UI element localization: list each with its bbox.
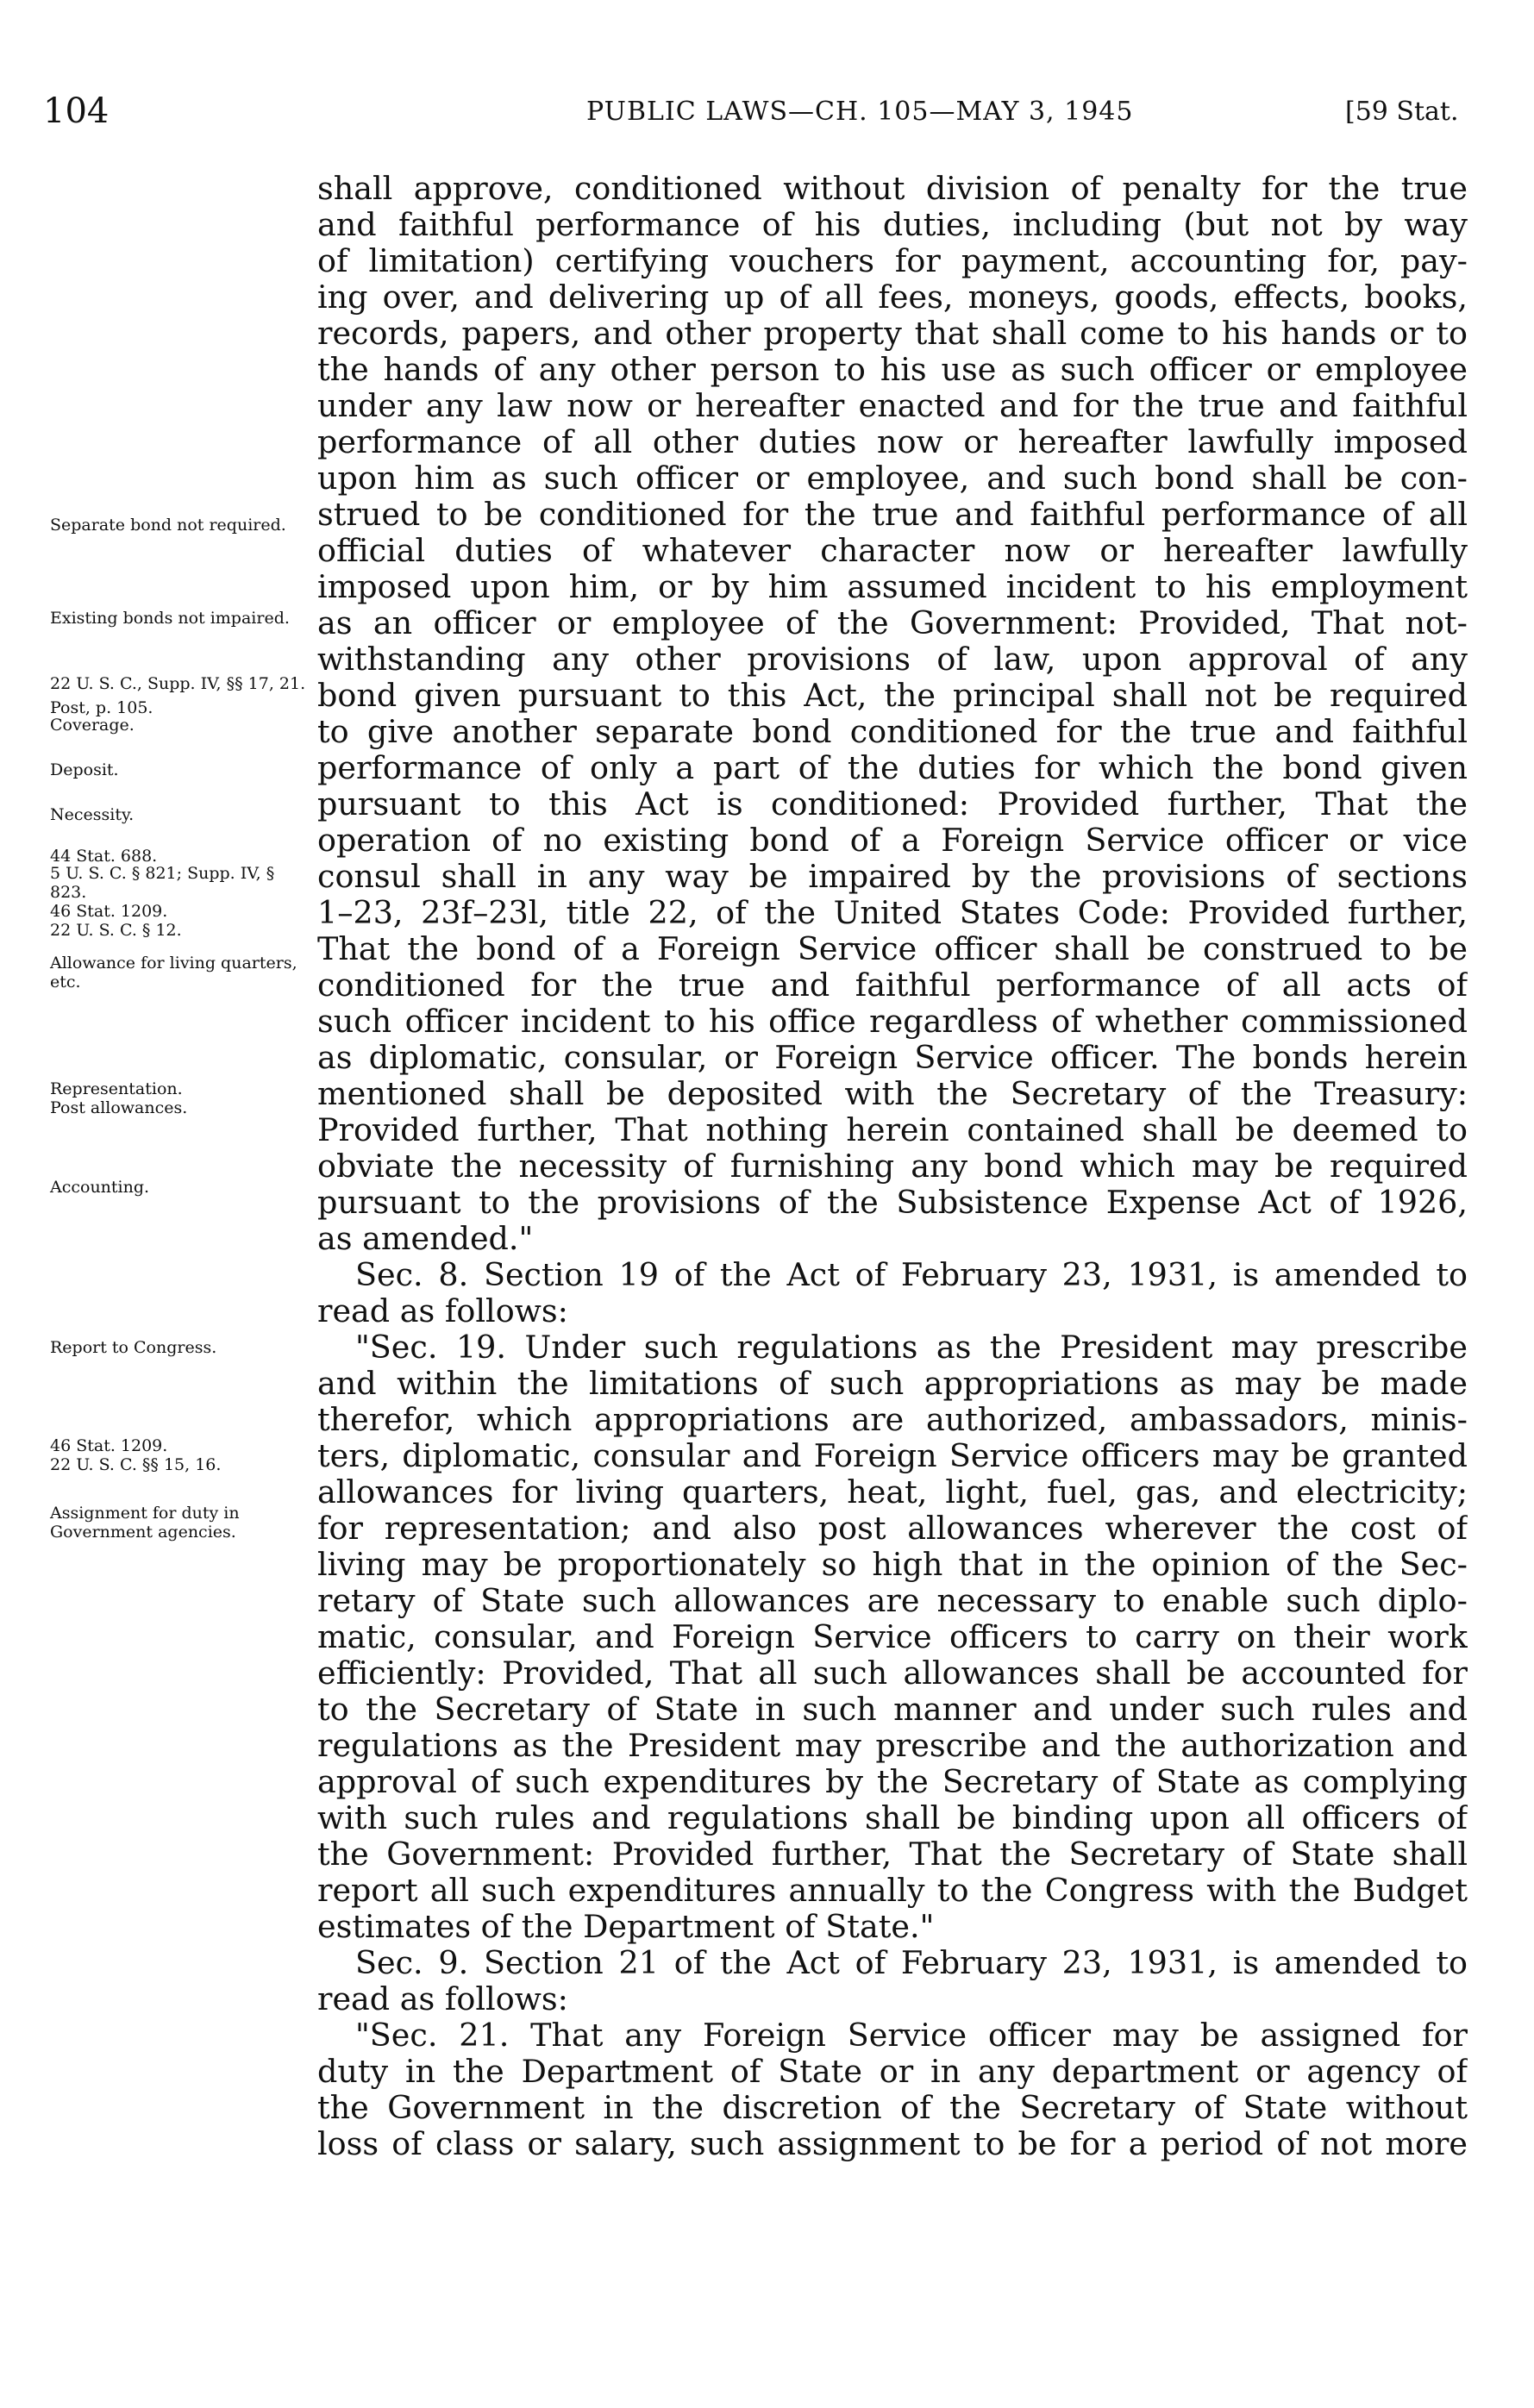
text-line: upon him as such officer or employee, and such bond shall be con- xyxy=(317,460,1468,497)
text-line: That the bond of a Foreign Service officer shall be construed to be xyxy=(317,931,1468,967)
margin-note: Assignment for duty in Government agencies. xyxy=(50,1504,240,1542)
text-line: such officer incident to his office regardless of whether commissioned xyxy=(317,1004,1468,1040)
text-line: consul shall in any way be impaired by the provisions of sections xyxy=(317,859,1468,895)
statute-body xyxy=(317,171,1468,2162)
margin-note: Report to Congress. xyxy=(50,1338,217,1357)
text-line: estimates of the Department of State." xyxy=(317,1909,935,1945)
text-line: obviate the necessity of furnishing any bond which may be required xyxy=(317,1148,1468,1185)
margin-note: Coverage. xyxy=(50,716,135,735)
section-heading-line: Sec. 8. Section 19 of the Act of February 23, 1931, is amended to xyxy=(355,1257,1468,1293)
text-line: efficiently: Provided, That all such allowances shall be accounted for xyxy=(317,1655,1468,1692)
volume-reference: [59 Stat. xyxy=(1345,97,1459,127)
text-line: mentioned shall be deposited with the Secretary of the Treasury: xyxy=(317,1076,1468,1112)
text-line: the Government: Provided further, That the Secretary of State shall xyxy=(317,1836,1468,1873)
margin-note: 22 U. S. C., Supp. IV, §§ 17, 21. xyxy=(50,674,306,693)
margin-note: Post, p. 105. xyxy=(50,698,153,717)
text-line: strued to be conditioned for the true and faithful performance of all xyxy=(317,497,1468,533)
text-line: ters, diplomatic, consular and Foreign Service officers may be granted xyxy=(317,1438,1468,1474)
section-heading-line: "Sec. 21. That any Foreign Service officer may be assigned for xyxy=(355,2017,1468,2054)
text-line: matic, consular, and Foreign Service officers to carry on their work xyxy=(317,1619,1468,1655)
text-line: conditioned for the true and faithful performance of all acts of xyxy=(317,967,1468,1004)
margin-note: 22 U. S. C. §§ 15, 16. xyxy=(50,1455,222,1474)
text-line: read as follows: xyxy=(317,1981,568,2017)
text-line: and faithful performance of his duties, including (but not by way xyxy=(317,207,1468,243)
text-line: loss of class or salary, such assignment to be for a period of not more xyxy=(317,2126,1468,2162)
text-line: with such rules and regulations shall be binding upon all officers of xyxy=(317,1800,1468,1836)
text-line: as an officer or employee of the Government: Provided, That not- xyxy=(317,605,1468,641)
page-number: 104 xyxy=(43,91,110,131)
margin-note: Necessity. xyxy=(50,805,135,824)
margin-note: Allowance for living quarters, etc. xyxy=(50,954,297,991)
text-line: performance of all other duties now or hereafter lawfully imposed xyxy=(317,424,1468,460)
section-heading-line: "Sec. 19. Under such regulations as the President may prescribe xyxy=(355,1329,1468,1366)
margin-note: Post allowances. xyxy=(50,1098,188,1117)
margin-note: 44 Stat. 688. xyxy=(50,847,158,866)
margin-note: 46 Stat. 1209. xyxy=(50,1436,168,1455)
text-line: imposed upon him, or by him assumed incident to his employment xyxy=(317,569,1468,605)
text-line: and within the limitations of such appropriations as may be made xyxy=(317,1366,1468,1402)
text-line: 1–23, 23f–23l, title 22, of the United States Code: Provided further, xyxy=(317,895,1468,931)
text-line: for representation; and also post allowances wherever the cost of xyxy=(317,1510,1468,1547)
text-line: the hands of any other person to his use as such officer or employee xyxy=(317,352,1468,388)
text-line: pursuant to this Act is conditioned: Provided further, That the xyxy=(317,786,1468,822)
text-line: shall approve, conditioned without division of penalty for the true xyxy=(317,171,1468,207)
text-line: therefor, which appropriations are authorized, ambassadors, minis- xyxy=(317,1402,1468,1438)
margin-note: Separate bond not required. xyxy=(50,516,286,535)
text-line: of limitation) certifying vouchers for payment, accounting for, pay- xyxy=(317,243,1468,279)
margin-note: Accounting. xyxy=(50,1178,150,1197)
text-line: read as follows: xyxy=(317,1293,568,1329)
margin-note: 5 U. S. C. § 821; Supp. IV, § 823. xyxy=(50,864,275,902)
text-line: Provided further, That nothing herein contained shall be deemed to xyxy=(317,1112,1468,1148)
text-line: ing over, and delivering up of all fees, moneys, goods, effects, books, xyxy=(317,279,1468,316)
margin-note: 46 Stat. 1209. xyxy=(50,902,168,921)
margin-note: Representation. xyxy=(50,1079,183,1098)
text-line: allowances for living quarters, heat, light, fuel, gas, and electricity; xyxy=(317,1474,1468,1510)
text-line: pursuant to the provisions of the Subsistence Expense Act of 1926, xyxy=(317,1185,1468,1221)
text-line: report all such expenditures annually to the Congress with the Budget xyxy=(317,1873,1468,1909)
text-line: to the Secretary of State in such manner and under such rules and xyxy=(317,1692,1468,1728)
text-line: performance of only a part of the duties for which the bond given xyxy=(317,750,1468,786)
text-line: under any law now or hereafter enacted and for the true and faithful xyxy=(317,388,1468,424)
text-line: withstanding any other provisions of law, upon approval of any xyxy=(317,641,1468,678)
text-line: retary of State such allowances are necessary to enable such diplo- xyxy=(317,1583,1468,1619)
margin-note: 22 U. S. C. § 12. xyxy=(50,921,182,940)
page-header xyxy=(0,91,1534,134)
running-title: PUBLIC LAWS—CH. 105—MAY 3, 1945 xyxy=(586,97,1134,127)
margin-note: Deposit. xyxy=(50,760,119,779)
text-line: approval of such expenditures by the Secretary of State as complying xyxy=(317,1764,1468,1800)
text-line: living may be proportionately so high that in the opinion of the Sec- xyxy=(317,1547,1468,1583)
text-line: bond given pursuant to this Act, the principal shall not be required xyxy=(317,678,1468,714)
text-line: records, papers, and other property that shall come to his hands or to xyxy=(317,316,1468,352)
text-line: as amended." xyxy=(317,1221,534,1257)
text-line: official duties of whatever character now or hereafter lawfully xyxy=(317,533,1468,569)
text-line: as diplomatic, consular, or Foreign Service officer. The bonds herein xyxy=(317,1040,1468,1076)
margin-note: Existing bonds not impaired. xyxy=(50,609,290,628)
text-line: regulations as the President may prescribe and the authorization and xyxy=(317,1728,1468,1764)
text-line: the Government in the discretion of the Secretary of State without xyxy=(317,2090,1468,2126)
section-heading-line: Sec. 9. Section 21 of the Act of February 23, 1931, is amended to xyxy=(355,1945,1468,1981)
text-line: to give another separate bond conditioned for the true and faithful xyxy=(317,714,1468,750)
text-line: operation of no existing bond of a Foreign Service officer or vice xyxy=(317,822,1468,859)
text-line: duty in the Department of State or in any department or agency of xyxy=(317,2054,1468,2090)
